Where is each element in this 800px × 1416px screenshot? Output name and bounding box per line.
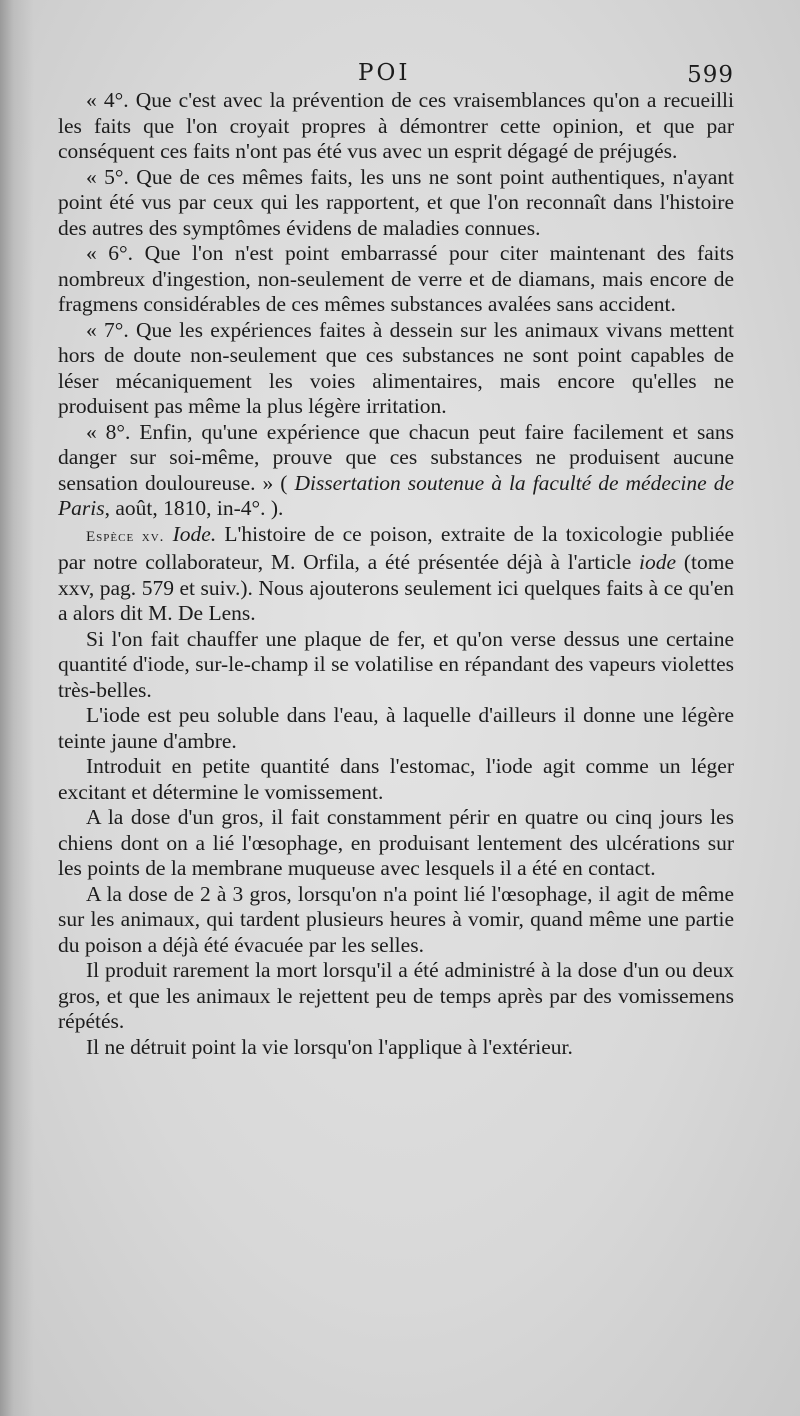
paragraph-vie: Il ne détruit point la vie lorsqu'on l'applique à l'extérieur. (86, 1034, 573, 1059)
species-label: Espèce xv. (86, 528, 165, 545)
paragraph-soluble: L'iode est peu soluble dans l'eau, à laquelle d'ailleurs il donne une légère teinte jaune d'ambre. (58, 703, 734, 753)
species-name: Iode. (172, 521, 217, 546)
paragraph-item-7: « 7°. Que les expériences faites à dessein sur les animaux vivans mettent hors de doute non-seulement que ces substances ne sont point capables de léser mécaniquement les voies alimentaires, mais encore qu'elles ne produisent pas même la plus légère irritation. (58, 317, 734, 418)
running-head (58, 60, 734, 90)
paragraph-item-4: « 4°. Que c'est avec la prévention de ces vraisemblances qu'on a recueilli les faits que l'on croyait propres à démontrer cette opinion, et que par conséquent ces faits n'ont pas été vus avec un esprit dégagé de préjugés. (58, 88, 734, 163)
paragraph-dose: A la dose de 2 à 3 gros, lorsqu'on n'a point lié l'œsophage, il agit de même sur les animaux, qui tardent plusieurs heures à vomir, quand même une partie du poison a déjà été évacuée par les selles. (58, 881, 734, 957)
paragraph-text: (tome xxv, pag. 579 et suiv.). Nous ajouterons seulement ici quelques faits à ce qu'en a alors dit M. De Lens. (58, 550, 734, 625)
paragraph-mort: Il produit rarement la mort lorsqu'il a été administré à la dose d'un ou deux gros, et que les animaux le rejettent peu de temps après par des vomissemens répétés. (58, 958, 734, 1033)
citation-title: Dissertation soutenue à la faculté de médecine de Paris (58, 470, 734, 520)
paragraph-gros: A la dose d'un gros, il fait constamment périr en quatre ou cinq jours les chiens dont on a lié l'œsophage, en produisant lentement des ulcérations sur les points de la membrane muqueuse avec lesquels il a été en contact. (58, 805, 734, 880)
paragraph-introduit: Introduit en petite quantité dans l'estomac, l'iode agit comme un léger excitant et détermine le vomissement. (58, 754, 734, 804)
species-entry (58, 522, 734, 627)
paragraph-item-5: « 5°. Que de ces mêmes faits, les uns ne sont point authentiques, n'ayant point été vus par ceux qui les rapportent, et que l'on reconnaît dans l'histoire des autres des symptômes évidens de maladies connues. (58, 164, 734, 240)
paragraph-text: L'histoire de ce poison, extraite de la toxicologie publiée par notre collaborateur, M. Orfila, a été présentée déjà à l'article (58, 521, 735, 574)
paragraph-text: « 8°. Enfin, qu'une expérience que chacun peut faire facilement et sans danger sur soi-même, prouve que ces substances ne produisent aucune sensation douloureuse. » ( (58, 419, 734, 495)
article-reference: iode (639, 550, 677, 574)
page-number: 599 (687, 62, 734, 88)
paragraph-item-8 (58, 420, 734, 522)
paragraph-text: , août, 1810, in-4°. ). (104, 496, 284, 520)
paragraph-chauffer: Si l'on fait chauffer une plaque de fer, et qu'on verse dessus une certaine quantité d'iode, sur-le-champ il se volatilise en répandant des vapeurs violettes très-belles. (58, 626, 734, 702)
body-text (58, 88, 734, 1060)
running-title: POI (358, 60, 411, 86)
paragraph-item-6: « 6°. Que l'on n'est point embarrassé pour citer maintenant des faits nombreux d'ingestion, non-seulement de verre et de diamans, mais encore de fragmens considérables de ces mêmes substances avalées sans accident. (58, 241, 734, 316)
page-gutter-shadow (0, 0, 34, 1416)
